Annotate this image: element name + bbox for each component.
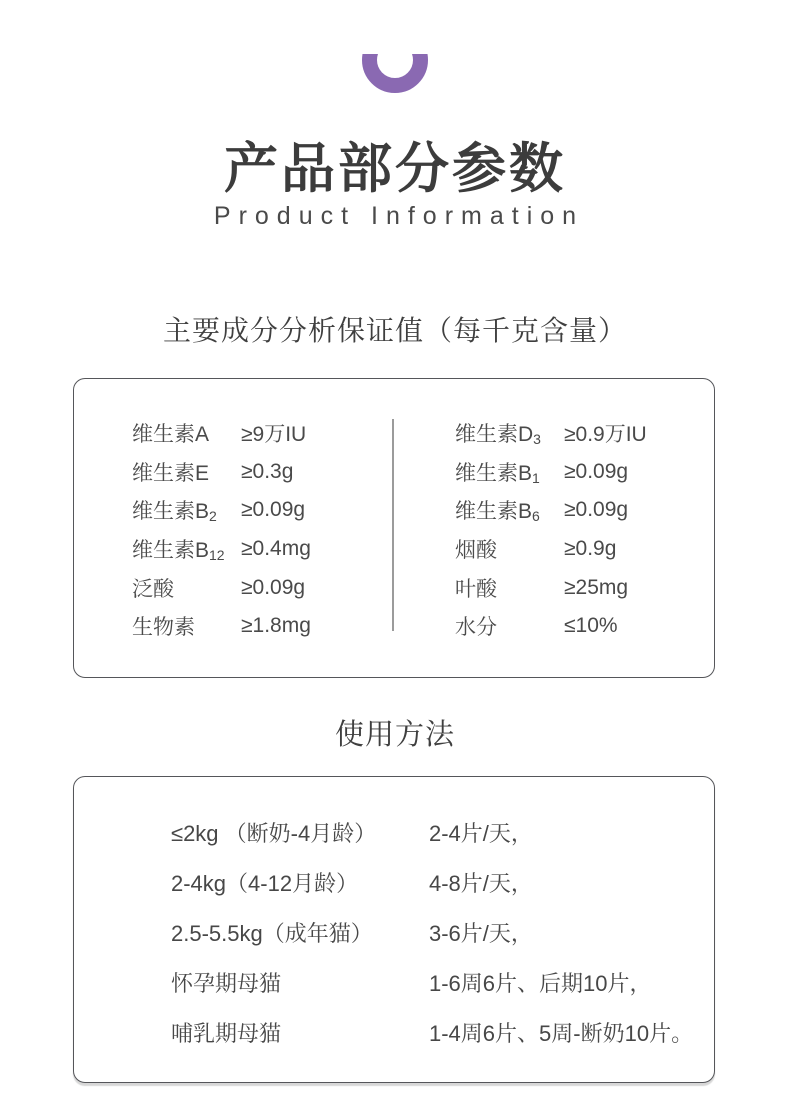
- usage-dosage: 1-4周6片、5周-断奶10片。: [429, 1020, 694, 1046]
- nutrition-column-right: [455, 414, 647, 646]
- nutrient-name: [132, 418, 241, 448]
- nutrient-name-text: 维生素D: [455, 423, 534, 447]
- nutrient-name-text: 生物素: [132, 616, 195, 640]
- nutrition-row: [455, 414, 647, 453]
- nutrient-name-text: 维生素B: [132, 539, 210, 563]
- nutrient-name-sub: 3: [533, 431, 541, 448]
- nutrient-value: ≥25mg: [564, 575, 629, 599]
- nutrition-row: [455, 568, 647, 607]
- nutrient-name: [455, 495, 564, 525]
- column-divider: [392, 419, 394, 631]
- nutrient-value: ≥0.09g: [241, 498, 306, 522]
- nutrient-name: [132, 457, 241, 487]
- half-ring-icon: [362, 54, 428, 93]
- nutrient-value: ≤10%: [564, 614, 618, 638]
- usage-condition: 2.5-5.5kg（成年猫）: [171, 920, 373, 946]
- nutrient-name-text: 维生素B: [455, 500, 533, 524]
- nutrient-name-text: 烟酸: [455, 539, 497, 563]
- nutrient-name: [455, 611, 564, 641]
- nutrition-row: [132, 607, 311, 646]
- nutrition-row: [455, 607, 647, 646]
- nutrition-row: [455, 453, 647, 492]
- usage-row: [171, 807, 693, 857]
- nutrition-row: [132, 568, 311, 607]
- nutrient-name: [132, 573, 241, 603]
- nutrient-name: [455, 418, 564, 448]
- page-subtitle: Product Information: [213, 202, 585, 230]
- nutrient-name-sub: 1: [532, 469, 540, 486]
- usage-rows: [171, 807, 693, 1057]
- nutrient-value: ≥0.4mg: [241, 537, 311, 561]
- nutrient-name-text: 维生素E: [132, 461, 210, 485]
- usage-dosage: 4-8片/天，: [429, 870, 533, 896]
- nutrient-name: [132, 611, 241, 641]
- nutrient-name-text: 水分: [455, 616, 497, 640]
- usage-dosage: 1-6周6片、后期10片，: [429, 970, 652, 996]
- nutrient-name-sub: 2: [209, 508, 217, 525]
- nutrient-name-text: 叶酸: [455, 577, 497, 601]
- nutrition-column-left: [132, 414, 311, 646]
- usage-condition: 哺乳期母猫: [171, 1020, 282, 1046]
- usage-section-heading: 使用方法: [334, 719, 455, 751]
- nutrition-row: [132, 453, 311, 492]
- page-title: 产品部分参数: [224, 139, 566, 199]
- nutrition-row: [132, 491, 311, 530]
- nutrient-name: [132, 495, 241, 525]
- nutrient-value: ≥0.09g: [564, 498, 629, 522]
- nutrient-name: [132, 534, 241, 564]
- nutrient-value: ≥0.3g: [241, 459, 294, 483]
- nutrient-name-text: 维生素B: [455, 461, 533, 485]
- nutrient-name: [455, 457, 564, 487]
- nutrient-name: [455, 573, 564, 603]
- usage-condition: ≤2kg （断奶-4月龄）: [171, 820, 377, 846]
- nutrient-name-text: 维生素A: [132, 423, 210, 447]
- decorative-arc: [362, 54, 428, 93]
- nutrition-row: [455, 491, 647, 530]
- nutrient-value: ≥0.09g: [241, 575, 306, 599]
- nutrient-name-sub: 6: [532, 508, 540, 525]
- usage-row: [171, 857, 693, 907]
- usage-condition: 2-4kg（4-12月龄）: [171, 870, 359, 896]
- nutrient-value: ≥0.9万IU: [564, 423, 647, 447]
- nutrient-value: ≥0.9g: [564, 537, 617, 561]
- nutrient-name-text: 维生素B: [132, 500, 210, 524]
- nutrition-row: [132, 530, 311, 569]
- usage-dosage: 3-6片/天，: [429, 920, 533, 946]
- nutrition-row: [455, 530, 647, 569]
- nutrition-table-panel: [73, 378, 715, 678]
- nutrient-name: [455, 534, 564, 564]
- usage-dosage: 2-4片/天，: [429, 820, 533, 846]
- nutrient-value: ≥0.09g: [564, 459, 629, 483]
- usage-row: [171, 1007, 693, 1057]
- nutrition-row: [132, 414, 311, 453]
- usage-row: [171, 957, 693, 1007]
- nutrition-section-heading: 主要成分分析保证值（每千克含量）: [162, 315, 627, 346]
- nutrient-value: ≥9万IU: [241, 423, 307, 447]
- usage-row: [171, 907, 693, 957]
- usage-condition: 怀孕期母猫: [171, 970, 282, 996]
- nutrient-value: ≥1.8mg: [241, 614, 311, 638]
- nutrient-name-sub: 12: [209, 547, 225, 564]
- usage-table-panel: [73, 776, 715, 1083]
- nutrient-name-text: 泛酸: [132, 577, 174, 601]
